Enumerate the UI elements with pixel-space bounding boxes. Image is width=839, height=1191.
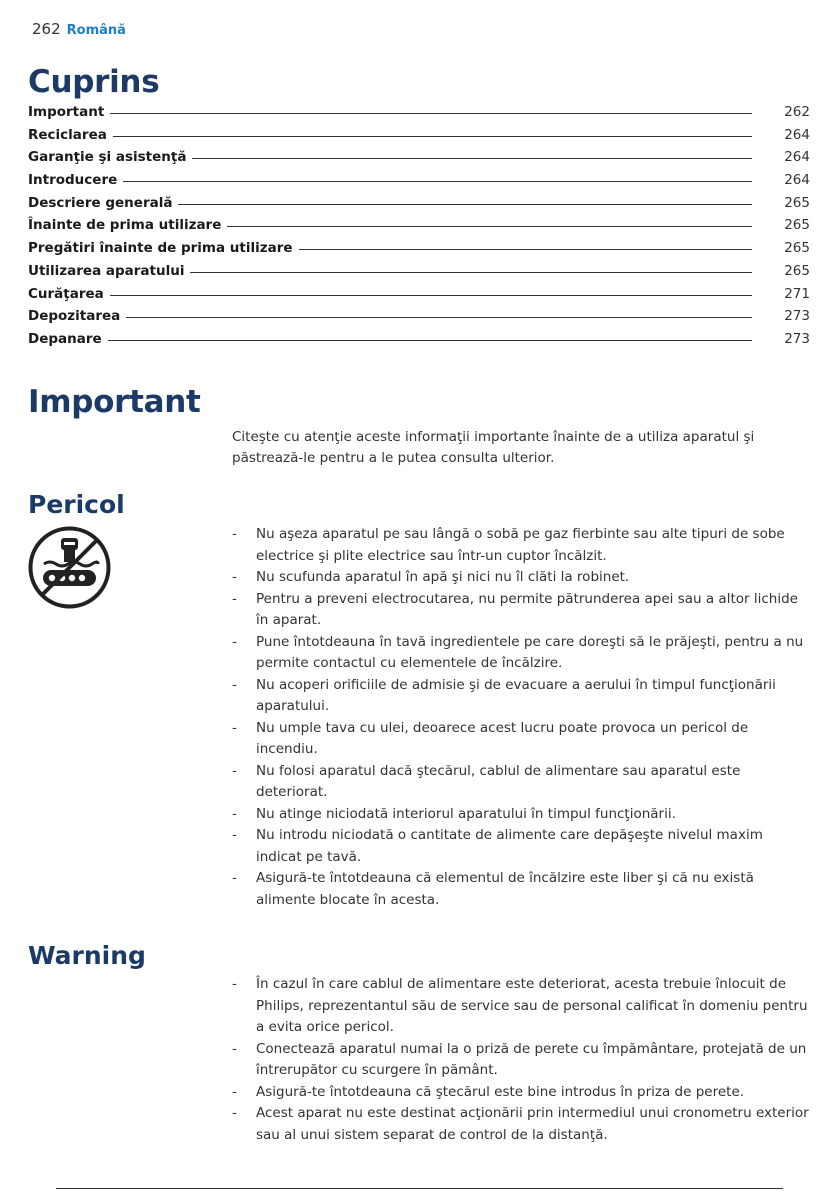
toc-entry[interactable] bbox=[28, 149, 810, 172]
toc-entry-page: 271 bbox=[784, 285, 810, 302]
important-intro: Citeşte cu atenţie aceste informaţii importante înainte de a utiliza aparatul şi păstrează-le pentru a le putea consulta ulterior. bbox=[232, 429, 755, 466]
toc-leader bbox=[110, 295, 752, 296]
list-item-text: Nu scufunda aparatul în apă şi nici nu îl clăti la robinet. bbox=[256, 569, 630, 585]
toc-leader bbox=[178, 204, 752, 205]
list-item: - Pentru a preveni electrocutarea, nu permite pătrunderea apei sau a altor lichide în aparat. bbox=[232, 590, 798, 628]
list-item-text: Nu folosi aparatul dacă ştecărul, cablul de alimentare sau aparatul este deteriorat. bbox=[256, 762, 741, 800]
toc-entry-title: Descriere generală bbox=[28, 194, 173, 211]
list-item: - Nu aşeza aparatul pe sau lângă o sobă pe gaz fierbinte sau alte tipuri de sobe electrice şi plite electrice sau într-un cuptor încălzit. bbox=[232, 526, 785, 564]
toc-entry-page: 264 bbox=[784, 126, 810, 143]
toc-entry-page: 262 bbox=[784, 104, 810, 120]
toc-entry-page: 273 bbox=[784, 330, 810, 347]
toc-entry-page: 273 bbox=[784, 308, 810, 325]
table-of-contents bbox=[28, 104, 810, 354]
toc-entry[interactable] bbox=[28, 331, 810, 354]
toc-entry[interactable] bbox=[28, 308, 810, 331]
toc-entry-title: Înainte de prima utilizare bbox=[28, 217, 222, 234]
toc-leader bbox=[299, 249, 752, 250]
toc-leader bbox=[123, 181, 752, 182]
list-item-text: În cazul în care cablul de alimentare este deteriorat, acesta trebuie înlocuit de Philips, reprezentantul său de service sau de personal calificat în domeniu pentru a evita orice pericol. bbox=[256, 976, 808, 1035]
list-item: - Asigură-te întotdeauna că ştecărul este bine introdus în priza de perete. bbox=[232, 1083, 745, 1100]
list-item: - Conectează aparatul numai la o priză de perete cu împământare, protejată de un întrerupător cu scurgere în pământ. bbox=[232, 1040, 807, 1078]
toc-entry-page: 265 bbox=[784, 240, 810, 257]
contents-title: Cuprins bbox=[28, 64, 160, 100]
important-heading: Important bbox=[28, 384, 201, 420]
list-item: - Nu scufunda aparatul în apă şi nici nu îl clăti la robinet. bbox=[232, 569, 630, 585]
toc-entry-page: 264 bbox=[784, 172, 810, 189]
list-item: - Acest aparat nu este destinat acţionării prin intermediul unui cronometru exterior sau al unui sistem separat de control de la distanţă. bbox=[232, 1105, 809, 1143]
danger-list bbox=[232, 524, 812, 911]
footer-divider bbox=[56, 1188, 783, 1189]
warning-heading: Warning bbox=[28, 941, 146, 970]
toc-leader bbox=[227, 226, 752, 227]
list-item-text: Pune întotdeauna în tavă ingredientele pe care doreşti să le prăjeşti, pentru a nu permite contactul cu elementele de încălzire. bbox=[256, 633, 804, 671]
list-item: - Nu acoperi orificiile de admisie şi de evacuare a aerului în timpul funcţionării aparatului. bbox=[232, 676, 776, 714]
toc-entry-title: Depanare bbox=[28, 330, 102, 347]
list-item: - Asigură-te întotdeauna că elementul de încălzire este liber şi că nu există alimente blocate în acesta. bbox=[232, 870, 754, 908]
toc-leader bbox=[190, 272, 752, 273]
language-label: Română bbox=[66, 23, 126, 38]
list-item-text: Nu atinge niciodată interiorul aparatului în timpul funcţionării. bbox=[256, 805, 676, 822]
list-item-text: Conectează aparatul numai la o priză de perete cu împământare, protejată de un întrerupător cu scurgere în pământ. bbox=[256, 1040, 807, 1078]
toc-entry-title: Introducere bbox=[28, 172, 118, 189]
list-item-text: Nu introdu niciodată o cantitate de alimente care depăşeşte nivelul maxim indicat pe tavă. bbox=[256, 827, 763, 865]
list-item-text: Nu aşeza aparatul pe sau lângă o sobă pe gaz fierbinte sau alte tipuri de sobe electrice şi plite electrice sau într-un cuptor încălzit. bbox=[256, 526, 785, 564]
list-item: - Nu introdu niciodată o cantitate de alimente care depăşeşte nivelul maxim indicat pe tavă. bbox=[232, 827, 763, 865]
list-item-text: Asigură-te întotdeauna că ştecărul este bine introdus în priza de perete. bbox=[256, 1083, 745, 1100]
list-item: - Nu umple tava cu ulei, deoarece acest lucru poate provoca un pericol de incendiu. bbox=[232, 719, 749, 757]
toc-entry[interactable] bbox=[28, 127, 810, 150]
toc-entry-title: Depozitarea bbox=[28, 308, 121, 325]
toc-leader bbox=[192, 158, 752, 159]
toc-entry[interactable] bbox=[28, 286, 810, 309]
list-item-text: Acest aparat nu este destinat acţionării prin intermediul unui cronometru exterior sau al unui sistem separat de control de la distanţă. bbox=[256, 1105, 809, 1143]
toc-leader bbox=[110, 113, 752, 114]
toc-entry-title: Pregătiri înainte de prima utilizare bbox=[28, 240, 293, 257]
toc-entry-title: Curăţarea bbox=[28, 285, 104, 302]
list-item: - Nu atinge niciodată interiorul aparatului în timpul funcţionării. bbox=[232, 805, 676, 822]
list-item-text: Nu umple tava cu ulei, deoarece acest lucru poate provoca un pericol de incendiu. bbox=[256, 719, 749, 757]
list-item-text: Nu acoperi orificiile de admisie şi de evacuare a aerului în timpul funcţionării aparatului. bbox=[256, 676, 776, 714]
toc-entry-page: 265 bbox=[784, 194, 810, 211]
toc-entry-title: Garanţie şi asistenţă bbox=[28, 149, 187, 166]
danger-heading: Pericol bbox=[28, 490, 125, 519]
list-item: - Nu folosi aparatul dacă ştecărul, cablul de alimentare sau aparatul este deteriorat. bbox=[232, 762, 741, 800]
toc-leader bbox=[113, 136, 752, 137]
toc-entry[interactable] bbox=[28, 104, 810, 127]
toc-leader bbox=[108, 340, 752, 341]
list-item: - Pune întotdeauna în tavă ingredientele pe care doreşti să le prăjeşti, pentru a nu permite contactul cu elementele de încălzire. bbox=[232, 633, 804, 671]
toc-entry-page: 264 bbox=[784, 149, 810, 166]
toc-entry[interactable] bbox=[28, 195, 810, 218]
toc-entry-title: Utilizarea aparatului bbox=[28, 262, 185, 279]
toc-entry[interactable] bbox=[28, 172, 810, 195]
warning-list bbox=[232, 974, 812, 1146]
toc-entry-page: 265 bbox=[784, 217, 810, 234]
page-header bbox=[32, 20, 126, 38]
no-immersion-warning-icon bbox=[28, 526, 111, 609]
list-item: - În cazul în care cablul de alimentare este deteriorat, acesta trebuie înlocuit de Philips, reprezentantul său de service sau de personal calificat în domeniu pentru a evita orice pericol. bbox=[232, 976, 808, 1035]
toc-entry[interactable] bbox=[28, 240, 810, 263]
page-number: 262 bbox=[32, 20, 61, 38]
toc-entry[interactable] bbox=[28, 217, 810, 240]
list-item-text: Asigură-te întotdeauna că elementul de încălzire este liber şi că nu există alimente blocate în acesta. bbox=[256, 870, 754, 908]
toc-entry[interactable] bbox=[28, 263, 810, 286]
toc-leader bbox=[126, 317, 752, 318]
toc-entry-page: 265 bbox=[784, 262, 810, 279]
toc-entry-title: Reciclarea bbox=[28, 126, 107, 143]
list-item-text: Pentru a preveni electrocutarea, nu permite pătrunderea apei sau a altor lichide în aparat. bbox=[256, 590, 798, 628]
toc-entry-title: Important bbox=[28, 104, 105, 120]
